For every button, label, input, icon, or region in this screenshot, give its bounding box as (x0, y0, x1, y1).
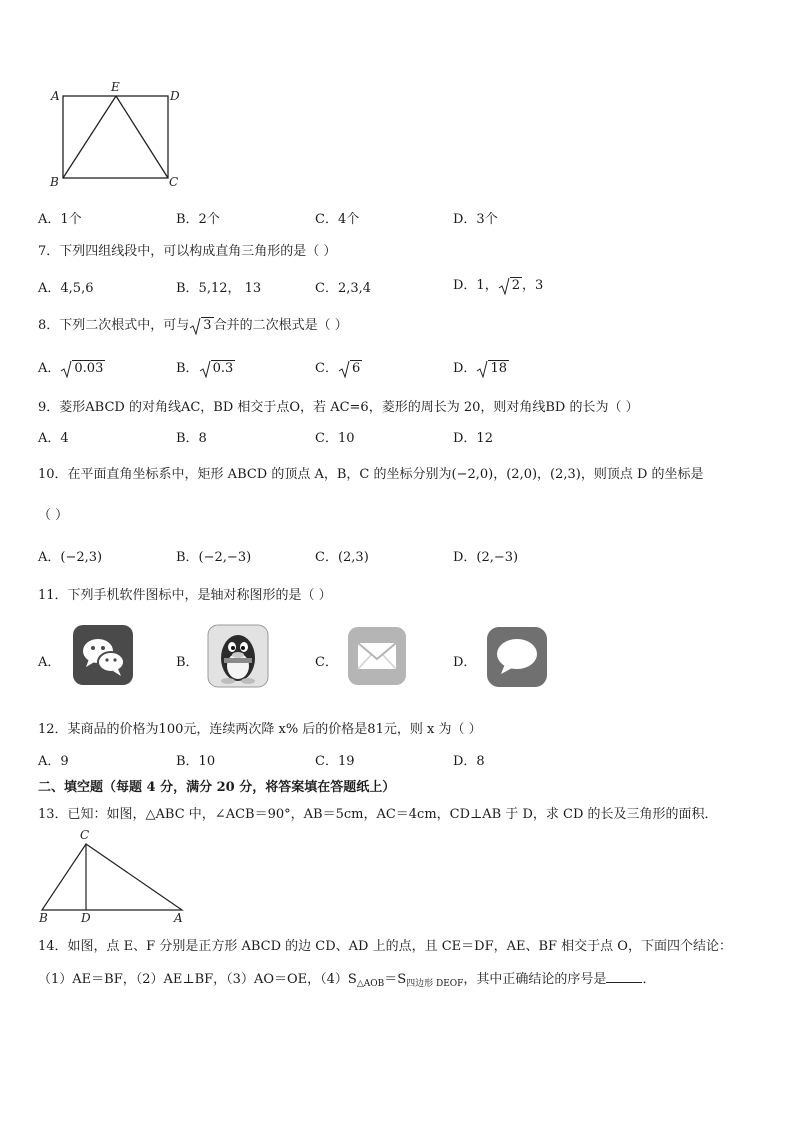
q14-end: ． (642, 972, 656, 987)
q7-d-prefix: D．1， (453, 278, 498, 293)
q9-option-c[interactable]: C．10 (315, 431, 355, 446)
wechat-icon[interactable] (72, 624, 134, 690)
q8-stem (38, 314, 348, 335)
q11-stem: 11．下列手机软件图标中，是轴对称图形的是（ ） (38, 588, 332, 603)
label-b: B (50, 175, 59, 189)
q12-option-b[interactable]: B．10 (176, 754, 216, 769)
q14-line2-pre: （1）AE＝BF，（2）AE⊥BF，（3）AO＝OE，（4）S (38, 972, 357, 987)
q9-option-b[interactable]: B．8 (176, 431, 207, 446)
sqrt-symbol-icon (189, 317, 201, 335)
sqrt-symbol-icon (199, 360, 211, 378)
sqrt-symbol-icon (498, 277, 510, 295)
q7-d-suffix: ，3 (521, 278, 544, 293)
q14-subscript-deof: 四边形 DEOF (406, 979, 464, 989)
q14-conclusions (38, 968, 655, 989)
q9-stem: 9．菱形ABCD 的对角线AC，BD 相交于点O，若 AC=6，菱形的周长为 20，则对角线BD 的长为（ ） (38, 400, 639, 415)
q7-option-b[interactable]: B．5,12， 13 (176, 281, 262, 296)
q8-radicand-a: 0.03 (74, 361, 104, 376)
q7-option-c[interactable]: C．2,3,4 (315, 281, 372, 296)
label-b: B (39, 911, 48, 924)
label-e: E (111, 80, 120, 94)
q8-option-c[interactable] (315, 357, 362, 378)
q8-option-d[interactable] (453, 357, 509, 378)
q8-radicand-d: 18 (490, 361, 507, 376)
q8-letter-c: C． (315, 361, 338, 376)
q12-option-d[interactable]: D．8 (453, 754, 485, 769)
q14-mid: ＝S (384, 972, 407, 987)
q8-letter-a: A． (38, 361, 61, 376)
q8-stem-radicand: 3 (203, 318, 212, 333)
q8-letter-d: D． (453, 361, 477, 376)
answer-blank[interactable] (606, 970, 642, 983)
q8-radicand-c: 6 (351, 361, 361, 376)
q8-radicand-b: 0.3 (212, 361, 234, 376)
q8-stem-post: 合并的二次根式是（ ） (213, 318, 348, 333)
q6-option-b[interactable]: B．2个 (176, 212, 220, 227)
q7-stem: 7．下列四组线段中，可以构成直角三角形的是（ ） (38, 244, 337, 259)
q10-option-d[interactable]: D．(2,−3) (453, 550, 519, 565)
q13-stem: 13．已知：如图，△ABC 中，∠ACB＝90°，AB＝5cm，AC＝4cm，CD⊥AB 于 D，求 CD 的长及三角形的面积． (38, 807, 718, 822)
q12-stem: 12．某商品的价格为100元，连续两次降 x% 后的价格是81元，则 x 为（ ） (38, 722, 482, 737)
sqrt-symbol-icon (338, 360, 350, 378)
sqrt-symbol-icon (60, 360, 72, 378)
q14-line2-post: ，其中正确结论的序号是 (463, 972, 607, 987)
q6-option-c[interactable]: C．4个 (315, 212, 360, 227)
q11-letter-a: A． (38, 655, 61, 670)
q14-subscript-aob: △AOB (356, 979, 385, 989)
q10-stem-tail: （ ） (38, 508, 69, 523)
q8-letter-b: B． (176, 361, 199, 376)
label-d: D (170, 89, 180, 103)
label-a: A (174, 911, 183, 924)
q8-option-a[interactable] (38, 357, 105, 378)
q11-letter-c: C． (315, 655, 338, 670)
q6-option-d[interactable]: D．3个 (453, 212, 498, 227)
rectangle-figure (48, 78, 188, 190)
q9-option-d[interactable]: D．12 (453, 431, 493, 446)
section-heading: 二、填空题（每题 4 分，满分 20 分，将答案填在答题纸上） (38, 780, 396, 795)
q7-d-radicand: 2 (511, 278, 520, 293)
q10-stem: 10．在平面直角坐标系中，矩形 ABCD 的顶点 A，B，C 的坐标分别为(−2,0)，(2,0)，(2,3)，则顶点 D 的坐标是 (38, 467, 704, 482)
label-d: D (81, 911, 91, 924)
label-a: A (51, 89, 60, 103)
q7-option-d[interactable] (453, 274, 543, 295)
sqrt-symbol-icon (476, 360, 488, 378)
q7-option-a[interactable]: A．4,5,6 (38, 281, 94, 296)
q10-option-a[interactable]: A．(−2,3) (38, 550, 103, 565)
message-icon[interactable] (486, 626, 548, 692)
q8-stem-pre: 8．下列二次根式中，可与 (38, 318, 190, 333)
q11-letter-d: D． (453, 655, 477, 670)
label-c: C (80, 828, 90, 842)
q11-letter-b: B． (176, 655, 199, 670)
q9-option-a[interactable]: A．4 (38, 431, 69, 446)
mail-icon[interactable] (347, 626, 407, 690)
q12-option-c[interactable]: C．19 (315, 754, 355, 769)
q8-option-b[interactable] (176, 357, 235, 378)
q12-option-a[interactable]: A．9 (38, 754, 69, 769)
q14-stem: 14．如图，点 E、F 分别是正方形 ABCD 的边 CD、AD 上的点，且 CE＝DF，AE、BF 相交于点 O，下面四个结论： (38, 939, 732, 954)
qq-penguin-icon[interactable] (207, 624, 269, 692)
q10-option-c[interactable]: C．(2,3) (315, 550, 369, 565)
q10-option-b[interactable]: B．(−2,−3) (176, 550, 252, 565)
label-c: C (169, 175, 179, 189)
triangle-figure (36, 826, 192, 924)
q6-option-a[interactable]: A．1个 (38, 212, 82, 227)
